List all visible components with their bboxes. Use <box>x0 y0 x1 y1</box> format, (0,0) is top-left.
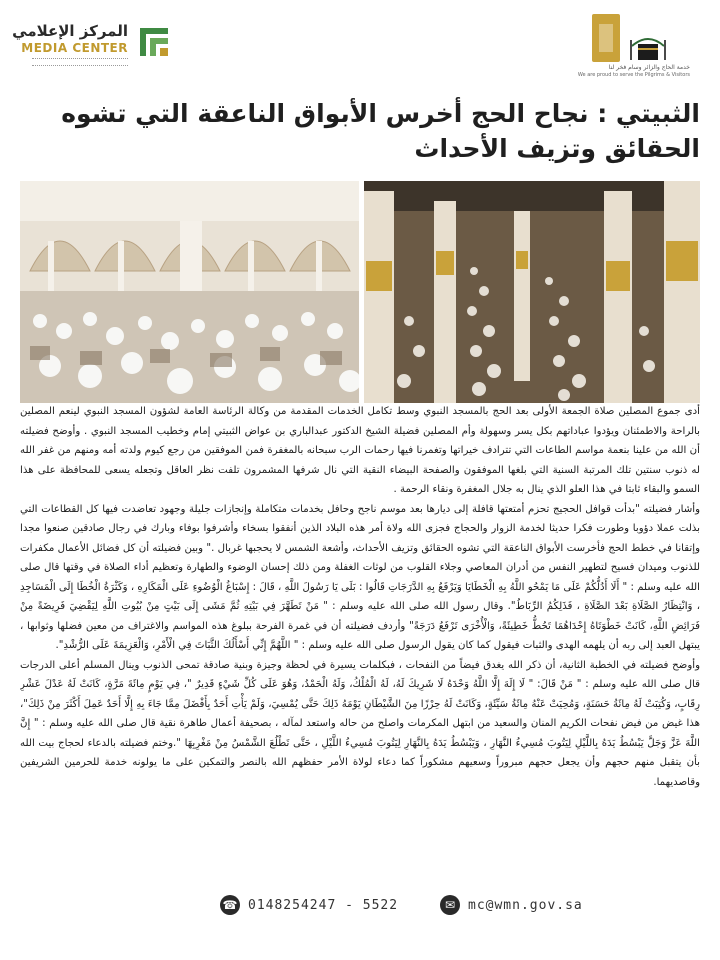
article-body <box>20 402 700 868</box>
haramain-slogan-ar: خدمة الحاج والزائر وسام فخر لنا <box>608 64 690 71</box>
photo-prayer-hall <box>20 181 359 403</box>
media-center-name-en: MEDIA CENTER <box>21 41 128 55</box>
article-paragraph: وأوضح فضيلته في الخطبة الثانية، أن ذكر الله يغدق فيضاً من النفحات ، فبكلمات يسيرة في لحظة وجيزة وبنية صادقة تمحى الذنوب وينال المسلم أعلى الدرجات قال صلى الله عليه وسلم : " مَنْ قَالَ: " لَا إِلَهَ إِلَّا اللَّهُ وَحْدَهُ لَا شَرِيكَ لَهُ، لَهُ الْمُلْكُ، وَلَهُ الْحَمْدُ، وَهُوَ عَلَى كُلِّ شَيْءٍ قَدِيرٌ "، فِي يَوْمٍ مِائَةَ مَرَّةٍ، كَانَتْ لَهُ عَدْلَ عَشْرِ رِقَابٍ، وَكُتِبَتْ لَهُ مِائَةُ حَسَنَةٍ، وَمُحِيَتْ عَنْهُ مِائَةُ سَيِّئَةٍ، وَكَانَتْ لَهُ حِرْزًا مِنَ الشَّيْطَانِ يَوْمَهُ ذَلِكَ حَتَّى يُمْسِيَ، وَلَمْ يَأْتِ أَحَدٌ بِأَفْضَلَ مِمَّا جَاءَ بِهِ إِلَّا أَحَدٌ عَمِلَ أَكْثَرَ مِنْ ذَلِكَ"، هذا غيض من فيض نفحات الكريم المنان والسعيد من ابتهل المكرمات واصلح من حاله واستعد لمآله ، بصحيفة أعمال طاهرة نقية قال صلى الله عليه وسلم : " إِنَّ اللَّهَ عَزَّ وَجَلَّ يَبْسُطُ يَدَهُ بِاللَّيْلِ لِيَتُوبَ مُسِيءُ النَّهَارِ ، وَيَبْسُطُ يَدَهُ بِالنَّهَارِ لِيَتُوبَ مُسِيءُ اللَّيْلِ ، حَتَّى تَطْلُعَ الشَّمْسُ مِنْ مَغْرِبِهَا ".وختم فضيلته بالدعاء لحجاج بيت الله بأن يتقبل منهم حجهم وأن يجعل حجهم مبروراً وسعيهم مشكوراً كما دعاء لولاة الأمر حفظهم الله بالنصر والتمكين على ما يولونه خدمة للحرمين الشريفين وقاصديهما. <box>20 659 700 788</box>
article-title: الثبيتي : نجاح الحج أخرس الأبواق الناعقة التي تشوه الحقائق وتزيف الأحداث <box>61 99 700 163</box>
article-paragraph: أدى جموع المصلين صلاة الجمعة الأولى بعد الحج بالمسجد النبوي وسط تكامل الخدمات المقدمة من وكالة الرئاسة العامة لشؤون المسجد النبوي لينعم المصلين بالراحة والاطمئنان ويؤدوا عباداتهم بكل يسر وسهولة وأم المصلين فضيلة الشيخ الدكتور عبدالباري بن عواض الثبيتي إمام وخطيب المسجد النبوي . وأوضح فضيلته أن الله من علينا بنعمة مواسم الطاعات التي تترادف خيراتها وتغمرنا فيها رحمات الرب سبحانه بالمغفرة فمن الموفقين من رجع كيوم ولدته أمه ومنهم من غفر الله له ذنوب سنتين تلك المرتبة السنية التي بلغها الموفقون والصفحة البيضاء النقية التي نال شرفها المشمرون تلفت نظر العاقل وتجعله يسعى للمحافظة على هذا السمو والبقاء ثابتا في هذا العلو الذي ينال به جلال المغفرة ونقاء الرحمة . <box>20 406 700 495</box>
page-header <box>0 0 720 88</box>
phone-icon: ☎ <box>220 895 240 915</box>
media-center-logo <box>12 22 172 72</box>
media-center-name-ar: المركز الإعلامي <box>12 22 128 40</box>
media-center-subtitle-lines <box>32 58 128 66</box>
kaaba-icon <box>628 32 668 62</box>
article-paragraph: وأشار فضيلته "بدأت قوافل الحجيج تحزم أمتعتها قافلة إلى ديارها بعد موسم ناجح وحافل بخدمات متكاملة وإنجازات جليلة وجهود تعاضدت فيها كل القطاعات التي بذلت عملا دؤوبا وطورت فكرا حديثا لخدمة الزوار والحجاج فجزى الله ولاة أمر هذه البلاد الذين أنفقوا بسخاء وأشرفوا بوفاء وبارك في رجال صادقين صنعوا مجدا وإتقانا في خطط الحج فأخرست الأبواق الناعقة التي تشوه الحقائق وتزيف الأحداث، وأشعة الشمس لا يحجبها غربال ." وبين فضيلته أن كل فضائل الأعمال مكفرات للذنوب وميدان فسيح لتطهير النفس من أدران المعاصي وجلاء القلوب من لوثات الغفلة ومن ذلك إحسان الوضوء والطهارة وتعظيم أداء الصلاة في وقتها قال صلى الله عليه وسلم : " أَلَا أَدُلُّكُمْ عَلَى مَا يَمْحُو اللَّهُ بِهِ الْخَطَايَا وَيَرْفَعُ بِهِ الدَّرَجَاتِ قَالُوا : بَلَى يَا رَسُولَ اللَّهِ ، قَالَ : إِسْبَاغُ الْوُضُوءِ عَلَى الْمَكَارِهِ ، وَكَثْرَةُ الْخُطَا إِلَى الْمَسَاجِدِ ، وَانْتِظَارُ الصَّلَاةِ بَعْدَ الصَّلَاةِ ، فَذَلِكُمُ الرِّبَاطُ". وقال رسول الله صلى الله عليه وسلم : " مَنْ تَطَهَّرَ فِي بَيْتِهِ ثُمَّ مَشَى إِلَى بَيْتٍ مِنْ بُيُوتِ اللَّهِ لِيَقْضِيَ فَرِيضَةً مِنْ فَرَائِضِ اللَّهِ، كَانَتْ خَطْوَتَاهُ إِحْدَاهُمَا تَحُطُّ خَطِيئَةً، وَالْأُخْرَى تَرْفَعُ دَرَجَةً" وأردف فضيلته أن في غمرة الفرحة ببلوغ هذه المواسم والاغتراف من معين فضلها وثوابها ، يبتهل العبد إلى ربه أن يلهمه الهدى والثبات فيقول كما كان يقول الرسول صلى الله عليه وسلم : " اللَّهُمَّ إِنِّي أَسْأَلُكَ الثَّبَاتَ فِي الْأَمْرِ، وَالْعَزِيمَةَ عَلَى الرُّشْدِ". <box>20 503 700 651</box>
email-address: mc@wmn.gov.sa <box>468 897 583 913</box>
contact-phone[interactable] <box>220 894 398 916</box>
page-footer <box>0 880 720 930</box>
contact-email[interactable] <box>440 894 583 916</box>
photo-mosque-crowd <box>364 181 700 403</box>
haramain-logo <box>568 14 698 78</box>
phone-number: 0148254247 - 5522 <box>248 897 399 913</box>
media-center-logo-icon <box>138 24 170 60</box>
haramain-logo-icon <box>592 14 620 62</box>
haramain-slogan-en: We are proud to serve the Pilgrims & Visitors <box>577 72 690 78</box>
email-icon: ✉ <box>440 895 460 915</box>
